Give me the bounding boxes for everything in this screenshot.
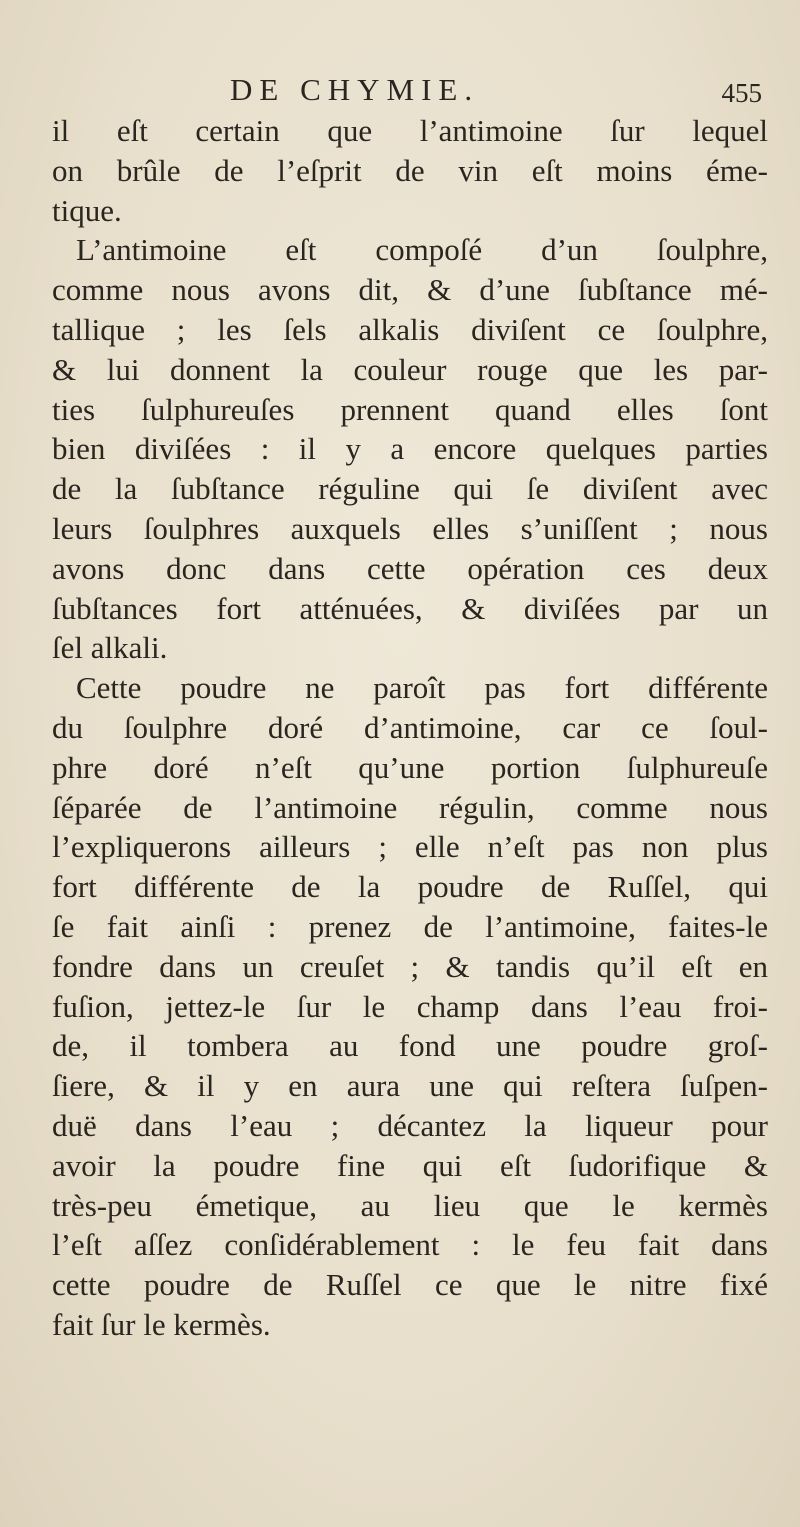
text-line: ſel alkali. [52,630,168,666]
text-line: de la ſubſtance réguline qui ſe diviſent avec [52,471,768,507]
text-line: Cette poudre ne paroît pas fort différente [76,670,768,706]
text-line: fait ſur le kermès. [52,1306,271,1342]
text-line: bien diviſées : il y a encore quelques parties [52,431,768,467]
text-line: avons donc dans cette opération ces deux [52,550,768,586]
text-line: de, il tombera au fond une poudre groſ- [52,1028,768,1064]
text-line: tique. [52,192,122,228]
text-line: l’eſt aſſez conſidérablement : le feu fait dans [52,1227,768,1263]
text-line: ſe fait ainſi : prenez de l’antimoine, faites-le [52,908,768,944]
text-line: comme nous avons dit, & d’une ſubſtance mé- [52,272,768,308]
text-line: il eſt certain que l’antimoine ſur lequel [52,113,768,148]
text-line: duë dans l’eau ; décantez la liqueur pour [52,1107,768,1143]
paragraph-1 [52,111,768,230]
text-line: ties ſulphureuſes prennent quand elles ſont [52,391,768,427]
page-header [52,72,762,112]
text-line: fort différente de la poudre de Ruſſel, qui [52,869,768,905]
text-line: L’antimoine eſt compoſé d’un ſoulphre, [76,232,768,268]
text-line: fondre dans un creuſet ; & tandis qu’il eſt en [52,948,768,984]
text-line: ſéparée de l’antimoine régulin, comme nous [52,789,768,825]
text-line: très-peu émetique, au lieu que le kermès [52,1187,768,1223]
paragraph-3 [52,668,768,1345]
text-line: & lui donnent la couleur rouge que les par- [52,351,768,387]
text-line: cette poudre de Ruſſel ce que le nitre fixé [52,1267,768,1303]
page-number: 455 [721,78,762,108]
text-line: leurs ſoulphres auxquels elles s’uniſſent ; nous [52,510,768,546]
text-line: phre doré n’eſt qu’une portion ſulphureuſe [52,749,768,785]
text-line: fuſion, jettez-le ſur le champ dans l’eau froi- [52,988,768,1024]
text-line: du ſoulphre doré d’antimoine, car ce ſoul- [52,709,768,745]
paragraph-2 [52,230,768,668]
text-line: ſubſtances fort atténuées, & diviſées par un [52,590,768,626]
text-line: avoir la poudre fine qui eſt ſudorifique & [52,1147,768,1183]
text-line: l’expliquerons ailleurs ; elle n’eſt pas non plus [52,829,768,865]
text-line: ſiere, & il y en aura une qui reſtera ſuſpen- [52,1068,768,1104]
running-title: DE CHYMIE. [230,72,480,107]
text-line: tallique ; les ſels alkalis diviſent ce ſoulphre, [52,311,768,347]
body-text [52,111,768,1345]
text-line: on brûle de l’eſprit de vin eſt moins éme- [52,152,768,188]
